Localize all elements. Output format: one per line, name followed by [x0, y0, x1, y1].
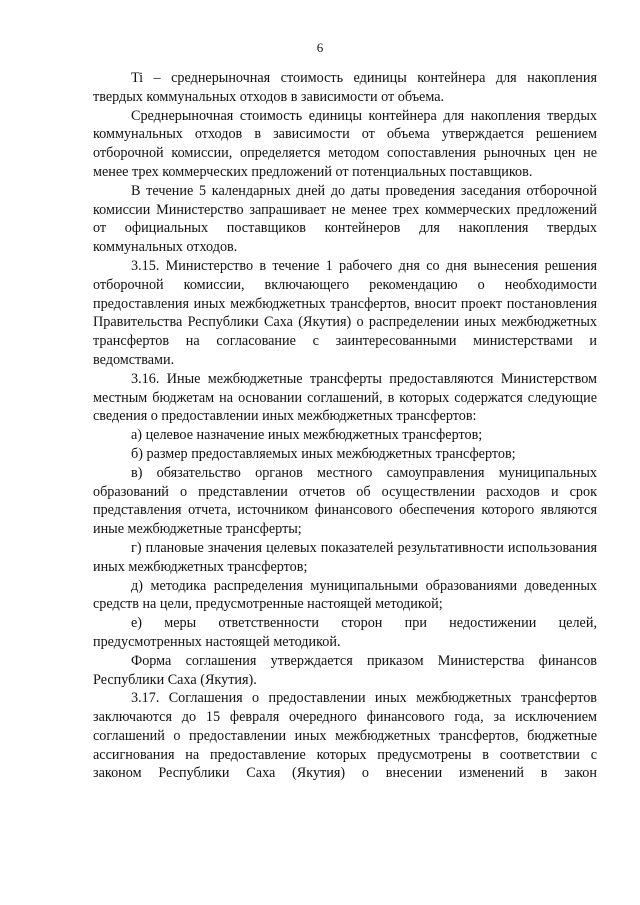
list-item-d: д) методика распределения муниципальными образованиями доведенных средств на цели, предусмотренные настоящей методикой;	[93, 577, 597, 613]
list-item-a: а) целевое назначение иных межбюджетных трансфертов;	[131, 427, 483, 444]
list-item-b: б) размер предоставляемых иных межбюджетных трансфертов;	[131, 445, 516, 462]
paragraph-ti-definition: Ti – среднерыночная стоимость единицы контейнера для накопления твердых коммунальных отходов в зависимости от объема.	[93, 70, 597, 105]
list-item-g: г) плановые значения целевых показателей результативности использования иных межбюджетных трансфертов;	[93, 539, 597, 575]
page-number: 6	[316, 40, 324, 55]
paragraph-3-16: 3.16. Иные межбюджетные трансферты предоставляются Министерством местным бюджетам на основании соглашений, в которых содержатся следующие сведения о предоставлении иных межбюджетных трансфертов:	[93, 370, 597, 425]
list-item-e: е) меры ответственности сторон при недостижении целей, предусмотренных настоящей методикой.	[93, 615, 597, 650]
paragraph-market-price: Среднерыночная стоимость единицы контейнера для накопления твердых коммунальных отходов в зависимости от объема утверждается решением отборочной комиссии, определяется методом сопоставления рыночных цен не менее трех коммерческих предложений от потенциальных поставщиков.	[93, 107, 597, 180]
document-body	[93, 69, 597, 783]
paragraph-3-17: 3.17. Соглашения о предоставлении иных межбюджетных трансфертов заключаются до 15 февраля очередного финансового года, за исключением соглашений о предоставлении иных межбюджетных трансфертов, бюджетные ассигнования на предоставление которых предусмотрены в соответствии с законом Республики Саха (Якутия) о внесении изменений в закон	[93, 690, 597, 782]
paragraph-five-days: В течение 5 календарных дней до даты проведения заседания отборочной комиссии Министерство запрашивает не менее трех коммерческих предложений от официальных поставщиков контейнеров для накопления твердых коммунальных отходов.	[93, 182, 597, 256]
paragraph-agreement-form: Форма соглашения утверждается приказом Министерства финансов Республики Саха (Якутия).	[93, 652, 597, 688]
list-item-v: в) обязательство органов местного самоуправления муниципальных образований о представлении отчетов об осуществлении расходов и срок представления отчета, источником финансового обеспечения которого являются иные межбюджетные трансферты;	[93, 464, 597, 538]
paragraph-3-15: 3.15. Министерство в течение 1 рабочего дня со дня вынесения решения отборочной комиссии, включающего рекомендацию о необходимости предоставления иных межбюджетных трансфертов, вносит проект постановления Правительства Республики Саха (Якутия) о распределении иных межбюджетных трансфертов на согласование с заинтересованными министерствами и ведомствами.	[93, 257, 597, 368]
